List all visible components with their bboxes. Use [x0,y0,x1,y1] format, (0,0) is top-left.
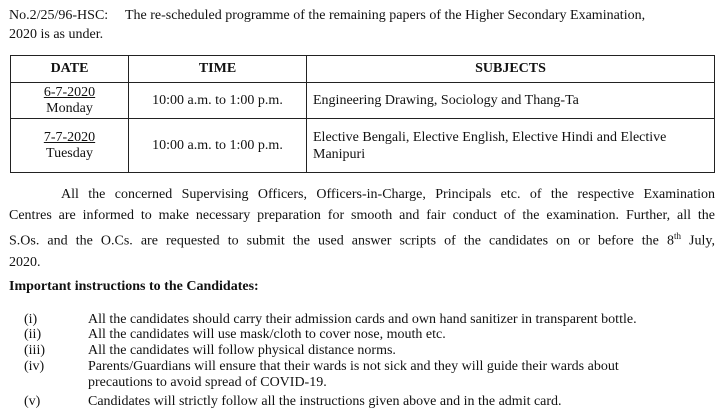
item-number: (v) [24,394,41,409]
item-text: Parents/Guardians will ensure that their wards is not sick and they will guide their wards about [88,359,619,374]
item-text-continued: precautions to avoid spread of COVID-19. [88,375,327,390]
subjects-cell [307,119,715,173]
date-cell [11,83,129,119]
item-text: All the candidates will follow physical distance norms. [88,343,396,358]
paragraph-text: July, [680,233,715,249]
item-number: (ii) [24,327,42,342]
subjects-value: Engineering Drawing, Sociology and Thang-Ta [313,93,579,108]
day-value: Tuesday [46,145,93,161]
notice-intro-line2: 2020 is as under. [9,27,104,42]
item-text: All the candidates should carry their admission cards and own hand sanitizer in transparent bottle. [88,312,637,327]
date-value: 7-7-2020 [43,129,96,145]
instructions-paragraph [9,184,715,273]
date-cell [11,119,129,173]
paragraph-text: S.Os. and the O.Cs. are requested to submit the used answer scripts of the candidates on or before the 8 [9,233,674,249]
item-number: (iii) [24,343,45,358]
header-time: TIME [129,56,307,83]
day-value: Monday [46,100,93,116]
time-cell: 10:00 a.m. to 1:00 p.m. [129,83,307,119]
paragraph-line: All the concerned Supervising Officers, Officers-in-Charge, Principals etc. of the respective Examination [61,187,715,202]
notice-number: No.2/25/96-HSC: [9,8,109,23]
item-number: (iv) [24,359,45,374]
instructions-title: Important instructions to the Candidates: [9,279,259,294]
paragraph-line: 2020. [9,254,41,270]
subjects-cell [307,83,715,119]
notice-heading-line1 [9,8,645,24]
header-subjects: SUBJECTS [307,56,715,83]
schedule-table [10,55,715,173]
header-date: DATE [11,56,129,83]
table-row [11,83,715,119]
paragraph-line [9,226,715,252]
table-header-row [11,56,715,83]
notice-intro-line1: The re-scheduled programme of the remaining papers of the Higher Secondary Examination, [124,8,646,23]
subjects-value: Elective Bengali, Elective English, Elective Hindi and Elective Manipuri [313,129,667,162]
table-row [11,119,715,173]
date-value: 6-7-2020 [43,84,96,100]
time-cell: 10:00 a.m. to 1:00 p.m. [129,119,307,173]
paragraph-line: Centres are informed to make necessary preparation for smooth and fair conduct of the examination. Further, all the [9,208,715,223]
superscript-th: th [673,231,681,241]
item-text: All the candidates will use mask/cloth to cover nose, mouth etc. [88,327,446,342]
item-number: (i) [24,312,38,327]
item-text: Candidates will strictly follow all the instructions given above and in the admit card. [88,394,562,409]
